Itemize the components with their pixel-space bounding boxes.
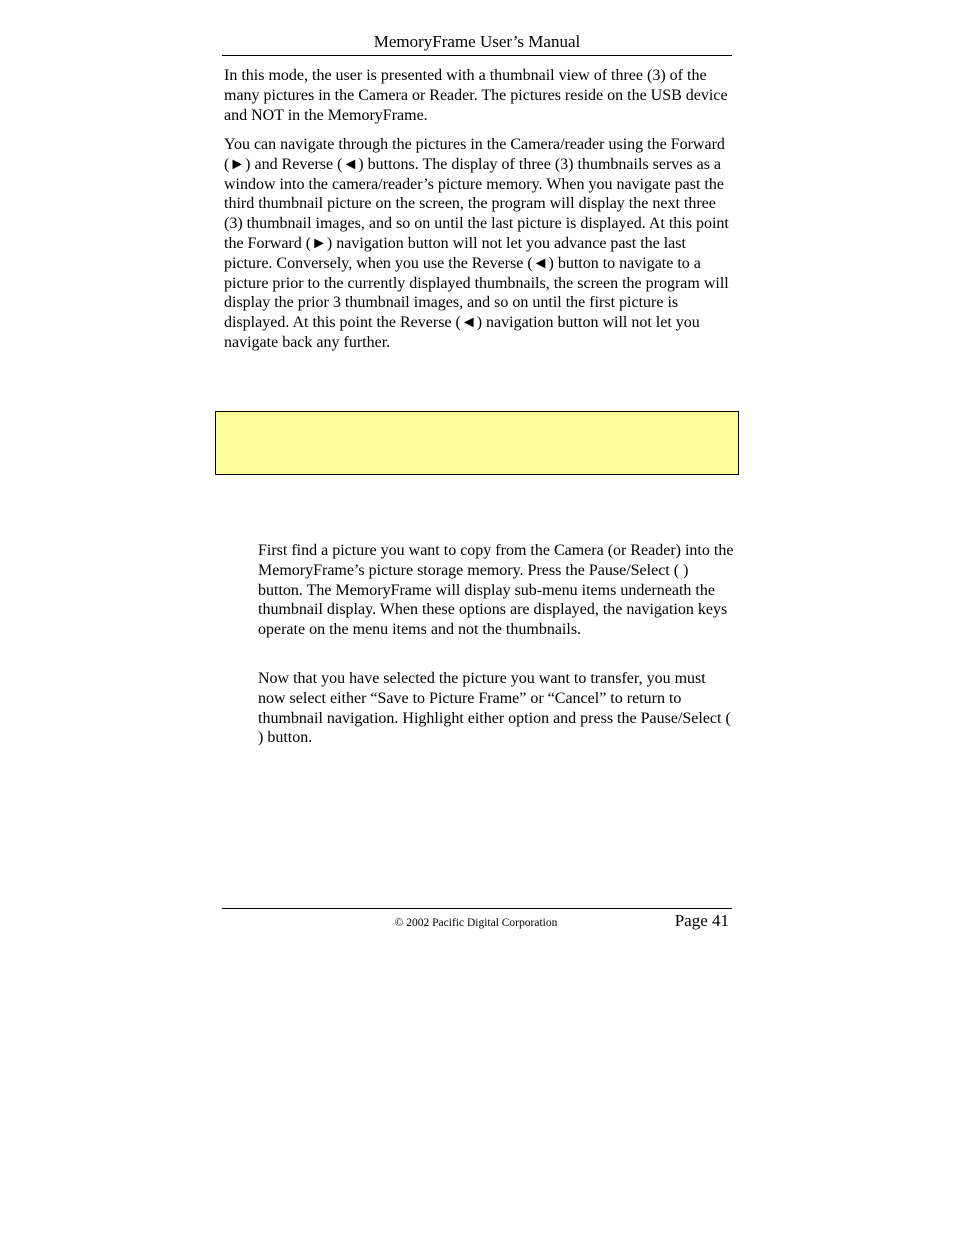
header-divider (222, 55, 732, 56)
page-number: Page 41 (674, 911, 729, 930)
highlight-callout-box (215, 411, 739, 475)
body-paragraph-1: In this mode, the user is presented with a thumbnail view of three (3) of the many pictures in the Camera or Reader. The pictures reside on the USB device and NOT in the MemoryFrame. (224, 67, 728, 124)
body-paragraph-2: You can navigate through the pictures in the Camera/reader using the Forward (►) and Reverse (◄) buttons. The display of three (3) thumbnails serves as a window into the camera/reader’s picture memory. When you navigate past the third thumbnail picture on the screen, the program will display the next three (3) thumbnail images, and so on until the last picture is displayed. At this point the Forward (►) navigation button will not let you advance past the last picture. Conversely, when you use the Reverse (◄) button to navigate to a picture prior to the currently displayed thumbnails, the screen the program will display the prior 3 thumbnail images, and so on until the first picture is displayed. At this point the Reverse (◄) navigation button will not let you navigate back any further. (224, 136, 729, 351)
footer-copyright: © 2002 Pacific Digital Corporation (394, 917, 558, 929)
body-paragraph-4: Now that you have selected the picture you want to transfer, you must now select either “Save to Picture Frame” or “Cancel” to return to thumbnail navigation. Highlight either option and press the Pause/Select ( ) button. (258, 670, 731, 747)
page-header-title: MemoryFrame User’s Manual (373, 32, 581, 51)
footer-divider (222, 908, 732, 909)
body-paragraph-3: First find a picture you want to copy from the Camera (or Reader) into the MemoryFrame’s picture storage memory. Press the Pause/Select ( ) button. The MemoryFrame will display sub-menu items underneath the thumbnail display. When these options are displayed, the navigation keys operate on the menu items and not the thumbnails. (258, 542, 734, 639)
